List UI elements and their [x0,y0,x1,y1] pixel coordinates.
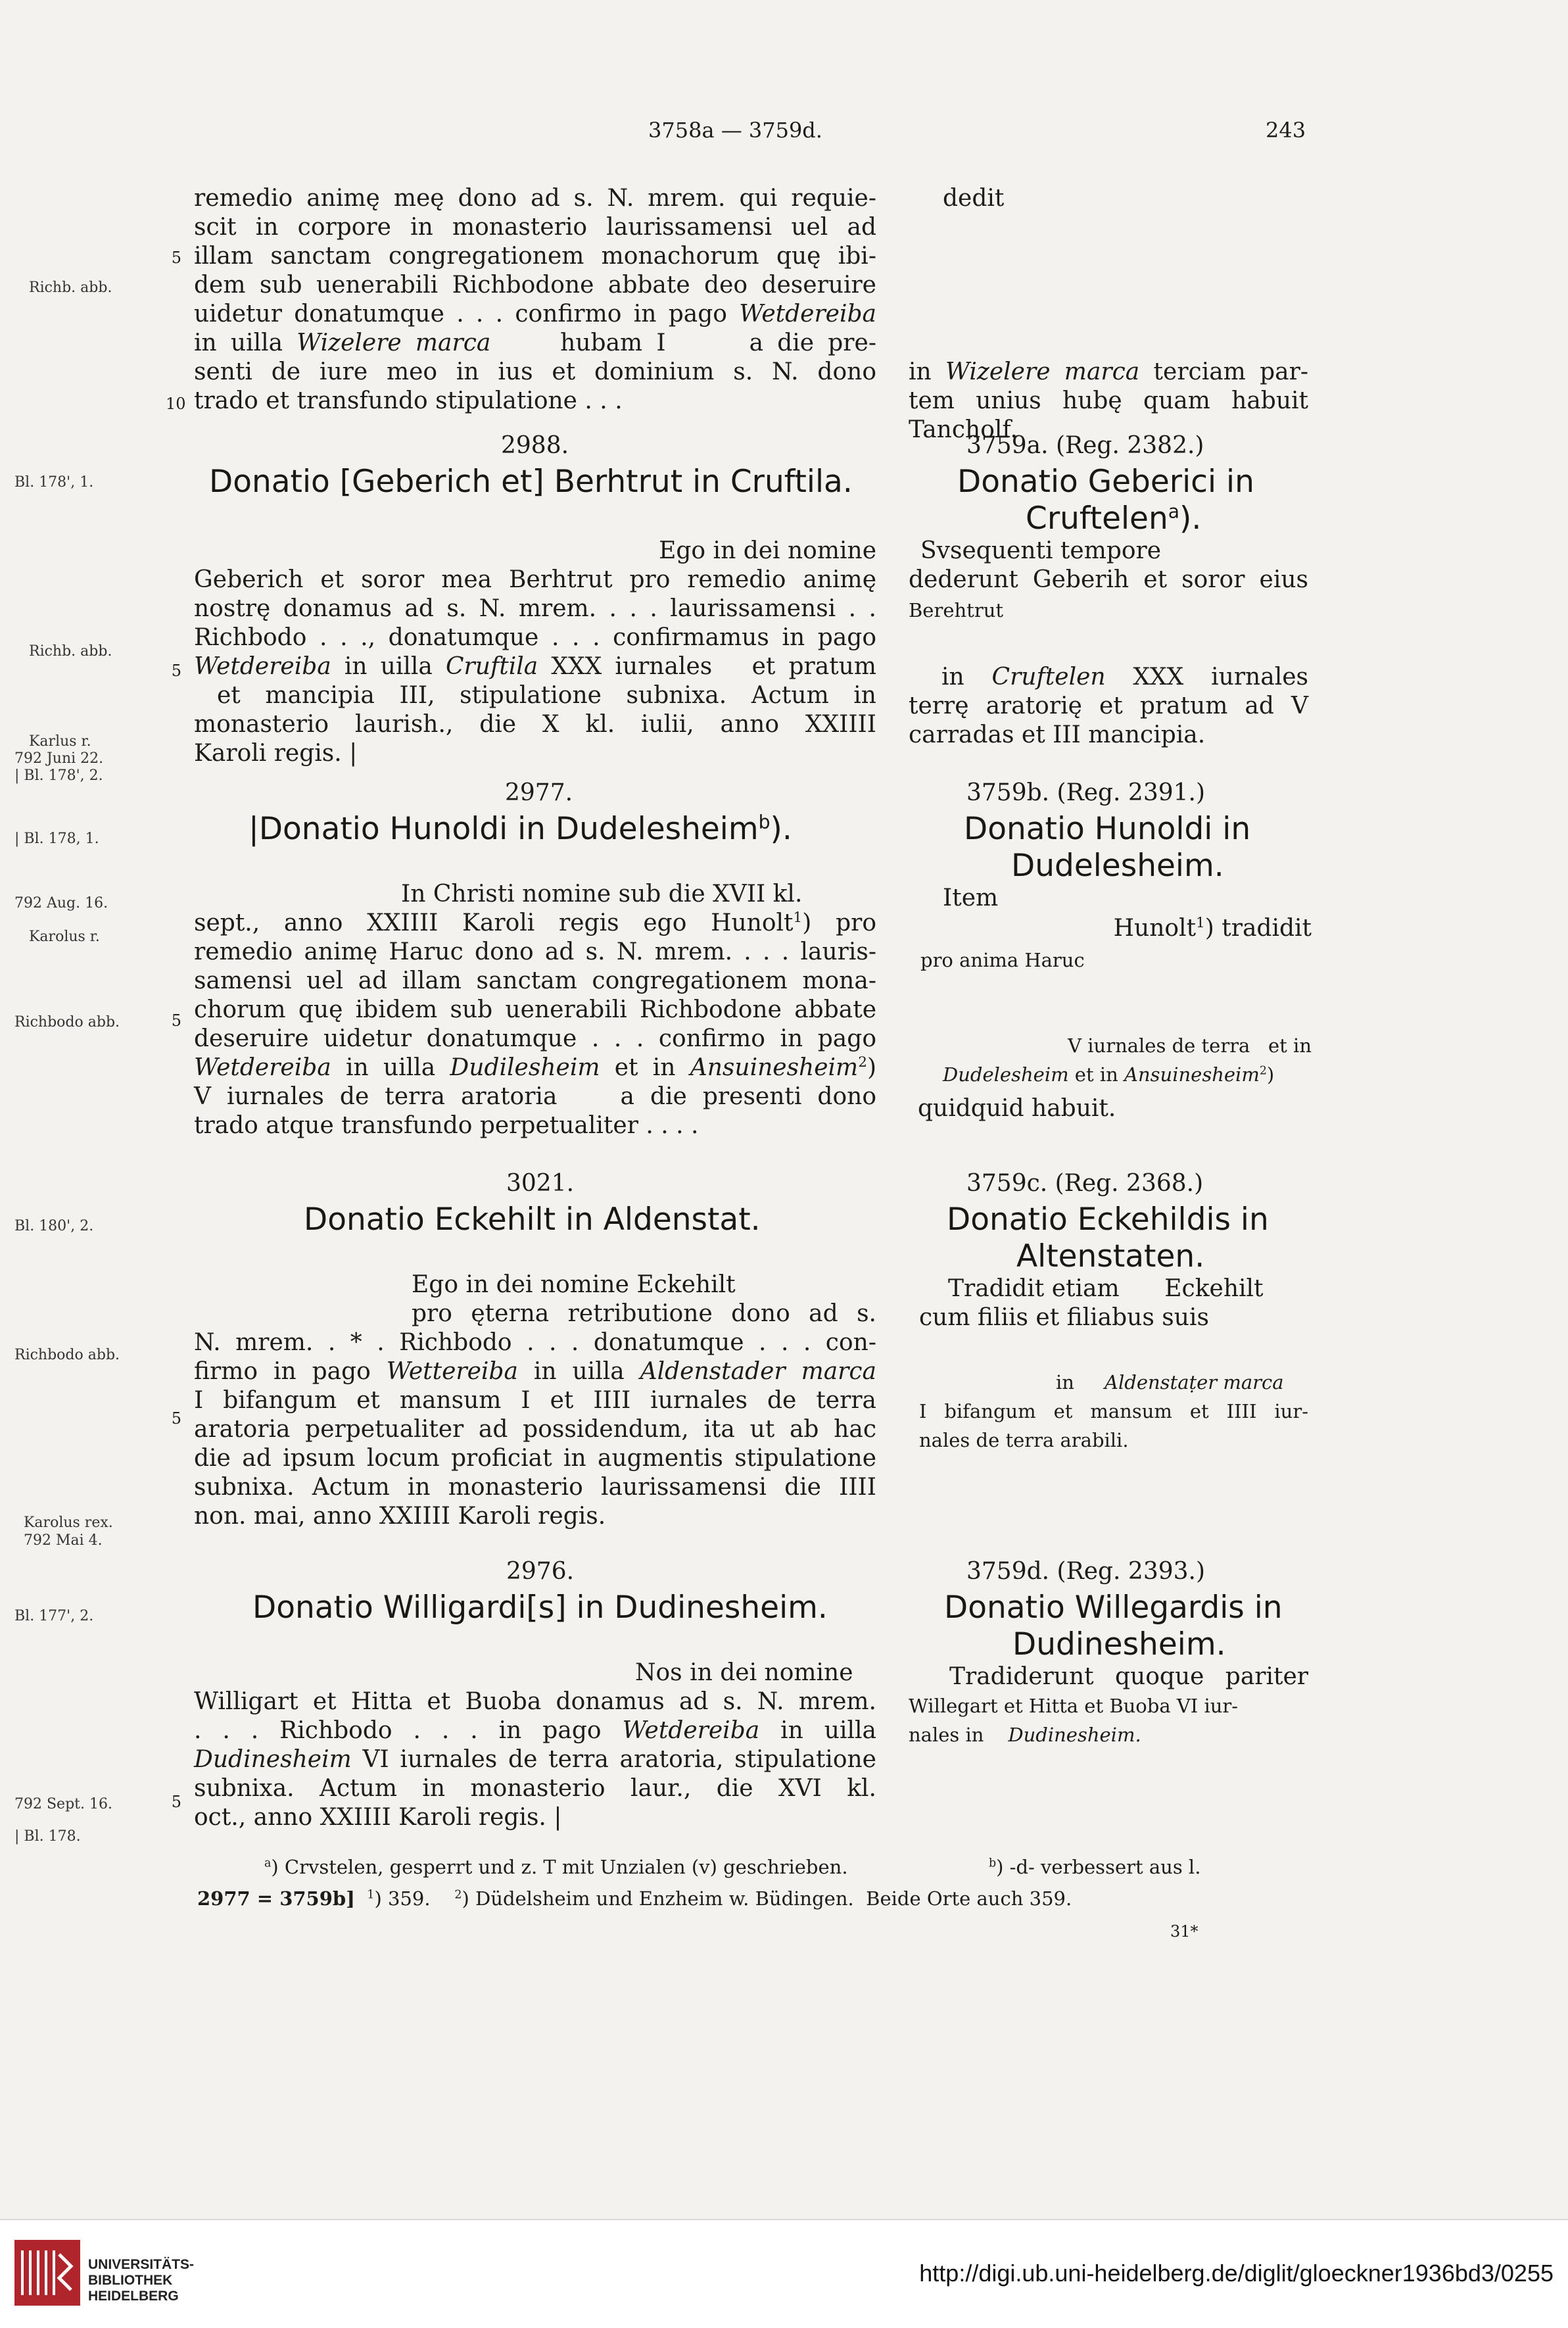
text-line: non. mai, anno XXIIII Karoli regis. [194,1503,606,1530]
running-head-range: 3758a — 3759d. [648,118,822,143]
page-number: 243 [1266,118,1306,143]
margin-note: Richbodo abb. [14,1014,120,1031]
text-line: Richbodo . . ., donatumque . . . confirmamus in pago [194,624,876,651]
margin-note: | Bl. 178, 1. [14,831,99,847]
charter-number: 3021. [506,1170,575,1197]
text-line: V iurnales de terra aratoria a die presenti dono [194,1083,876,1110]
text-line: deseruire uidetur donatumque . . . confirmo in pago [194,1025,876,1052]
text-line: nales de terra arabili. [919,1429,1129,1451]
margin-note: Richb. abb. [29,643,112,660]
text-line: Berehtrut [909,599,1004,621]
charter-title: Donatio Hunoldi in [964,811,1251,847]
charter-title: Dudelesheim. [1011,848,1224,884]
text-line: subnixa. Actum in monasterio laur., die XVI kl. [194,1775,876,1802]
institution-name-line2: BIBLIOTHEK [88,2273,173,2288]
line-number: 10 [166,395,186,413]
charter-number: 3759b. (Reg. 2391.) [966,779,1206,806]
text-line: carradas et III mancipia. [909,721,1206,748]
margin-note: 792 Aug. 16. [14,895,108,911]
text-line: Dudinesheim VI iurnales de terra aratoria, stipulatione [194,1746,876,1773]
margin-note: Bl. 180', 2. [14,1218,94,1234]
text-line: dem sub uenerabili Richbodone abbate deo deseruire [194,272,876,299]
charter-number: 2988. [501,432,569,459]
margin-note: Richbodo abb. [14,1347,120,1363]
text-line: trado atque transfundo perpetualiter . . . . [194,1112,699,1139]
text-line: senti de iure meo in ius et dominium s. N. dono [194,358,876,385]
text-line: Ego in dei nomine [659,537,876,564]
text-line: uidetur donatumque . . . confirmo in pago Wetdereiba [194,301,876,327]
text-line: pro ęterna retributione dono ad s. [412,1300,876,1327]
text-line: oct., anno XXIIII Karoli regis. | [194,1804,562,1831]
charter-title: Altenstaten. [1016,1238,1205,1274]
text-line: terrę aratorię et pratum ad V [909,692,1308,719]
text-line: sept., anno XXIIII Karoli regis ego Hunolt$^1$) pro [194,909,876,936]
text-line: samensi uel ad illam sanctam congregationem mona- [194,967,876,994]
text-line: die ad ipsum locum proficiat in augmentis stipulatione [194,1445,876,1472]
text-line: nales in Dudinesheim. [909,1724,1141,1746]
text-line: Tancholf. [909,416,1018,443]
charter-title: Donatio Eckehildis in [947,1201,1269,1238]
text-line: firmo in pago Wettereiba in uilla Aldenstader marca [194,1358,877,1385]
charter-title: Donatio Willegardis in [944,1589,1283,1626]
text-line: dederunt Geberih et soror eius [909,566,1308,593]
text-line: I bifangum et mansum et IIII iur- [919,1400,1308,1422]
text-line: Ego in dei nomine Eckehilt [412,1271,736,1298]
text-line: illam sanctam congregationem monachorum quę ibi- [194,243,876,270]
text-line: . . . Richbodo . . . in pago Wetdereiba in uilla [194,1717,876,1744]
margin-note: | Bl. 178. [14,1828,81,1845]
line-number: 5 [171,249,181,267]
text-line: cum filiis et filiabus suis [919,1304,1209,1331]
footnote-line: 2977 = 3759b] $^1$) 359. $^2$) Düdelsheim und Enzheim w. Büdingen. Beide Orte auch 359. [197,1887,1072,1910]
footnote-b: $^b$) -d- verbessert aus l. [989,1856,1201,1878]
text-line: Nos in dei nomine [635,1659,853,1686]
text-line: Karoli regis. | [194,740,358,767]
text-line: quidquid habuit. [918,1095,1116,1122]
university-logo-icon [14,2240,80,2306]
text-line: dedit [943,185,1005,212]
text-line: Willigart et Hitta et Buoba donamus ad s. N. mrem. [194,1688,876,1715]
charter-title: |Donatio Hunoldi in Dudelesheim$^b$). [249,811,792,847]
text-line: Tradidit etiam Eckehilt [948,1275,1264,1302]
text-line: I bifangum et mansum I et IIII iurnales de terra [194,1387,876,1414]
charter-number: 2976. [506,1558,575,1585]
text-line: N. mrem. . * . Richbodo . . . donatumque . . . con- [194,1329,876,1356]
text-line: in Wizelere marca terciam par- [909,358,1308,385]
text-line: pro anima Haruc [920,949,1085,971]
source-url-link[interactable]: http://digi.ub.uni-heidelberg.de/diglit/gloeckner1936bd3/0255 [919,2260,1554,2287]
charter-title: Donatio Willigardi[s] in Dudinesheim. [252,1589,828,1626]
text-line: nostrę donamus ad s. N. mrem. . . . laurissamensi . . [194,595,876,622]
institution-name-line3: HEIDELBERG [88,2289,179,2304]
margin-note: Karolus r. [29,929,100,945]
charter-number: 3759c. (Reg. 2368.) [966,1170,1204,1197]
margin-note: Bl. 178', 1. [14,474,94,491]
text-line: Willegart et Hitta et Buoba VI iur- [909,1695,1239,1717]
line-number: 5 [171,662,181,680]
text-line: Svsequenti tempore [920,537,1162,564]
footer-bar [0,2219,1568,2328]
charter-title: Donatio Geberici in [957,464,1254,500]
text-line: Item [943,885,999,911]
text-line: scit in corpore in monasterio laurissamensi uel ad [194,214,876,241]
text-line: tem unius hubę quam habuit [909,387,1308,414]
text-line: in Cruftelen XXX iurnales [941,664,1308,691]
margin-note: 792 Juni 22. [14,750,104,767]
text-line: in uilla Wizelere marca hubam I a die pre- [194,329,876,356]
footnote-a: $^a$) Crvstelen, gesperrt und z. T mit Unzialen (v) geschrieben. [264,1856,848,1878]
text-line: V iurnales de terra et in [1068,1034,1312,1057]
line-number: 5 [171,1011,181,1030]
text-line: subnixa. Actum in monasterio laurissamensi die IIII [194,1474,876,1501]
margin-note: 792 Mai 4. [24,1532,103,1549]
text-line: in Aldenstaṭer marca [1056,1371,1284,1394]
charter-number: 3759a. (Reg. 2382.) [966,432,1204,459]
charter-number: 2977. [505,779,573,806]
charter-title: Dudinesheim. [1012,1626,1226,1662]
line-number: 5 [171,1793,181,1811]
text-line: Hunolt$^1$) tradidit [1113,915,1312,942]
charter-title: Donatio Eckehilt in Aldenstat. [304,1201,761,1238]
margin-note: Bl. 177', 2. [14,1608,94,1624]
text-line: chorum quę ibidem sub uenerabili Richbodone abbate [194,996,876,1023]
text-line: Wetdereiba in uilla Dudilesheim et in Ansuinesheim$^2$) [194,1054,876,1081]
charter-title: Donatio [Geberich et] Berhtrut in Cruftila. [209,464,853,500]
signature-mark: 31* [1170,1922,1199,1941]
margin-note: Richb. abb. [29,279,112,296]
margin-note: Karlus r. [29,733,91,750]
institution-name-line1: UNIVERSITÄTS- [88,2257,195,2272]
text-line: Dudelesheim et in Ansuinesheim$^2$) [943,1063,1275,1086]
text-line: monasterio laurish., die X kl. iulii, anno XXIIII [194,711,876,738]
text-line: remedio animę Haruc dono ad s. N. mrem. . . . lauris- [194,938,876,965]
text-line: Geberich et soror mea Berhtrut pro remedio animę [194,566,876,593]
margin-note: 792 Sept. 16. [14,1796,112,1812]
margin-note: Karolus rex. [24,1515,113,1531]
text-line: et mancipia III, stipulatione subnixa. Actum in [217,682,876,709]
text-line: Wetdereiba in uilla Cruftila XXX iurnales et pratum [194,653,876,680]
text-line: In Christi nomine sub die XVII kl. [401,881,803,908]
charter-number: 3759d. (Reg. 2393.) [966,1558,1206,1585]
text-line: Tradiderunt quoque pariter [949,1663,1308,1690]
charter-title: Cruftelen$^a$). [1026,500,1202,537]
line-number: 5 [171,1409,181,1428]
margin-note: | Bl. 178', 2. [14,767,103,784]
text-line: trado et transfundo stipulatione . . . [194,387,623,414]
text-line: aratoria perpetualiter ad possidendum, ita ut ab hac [194,1416,876,1443]
text-line: remedio animę meę dono ad s. N. mrem. qui requie- [194,185,876,212]
